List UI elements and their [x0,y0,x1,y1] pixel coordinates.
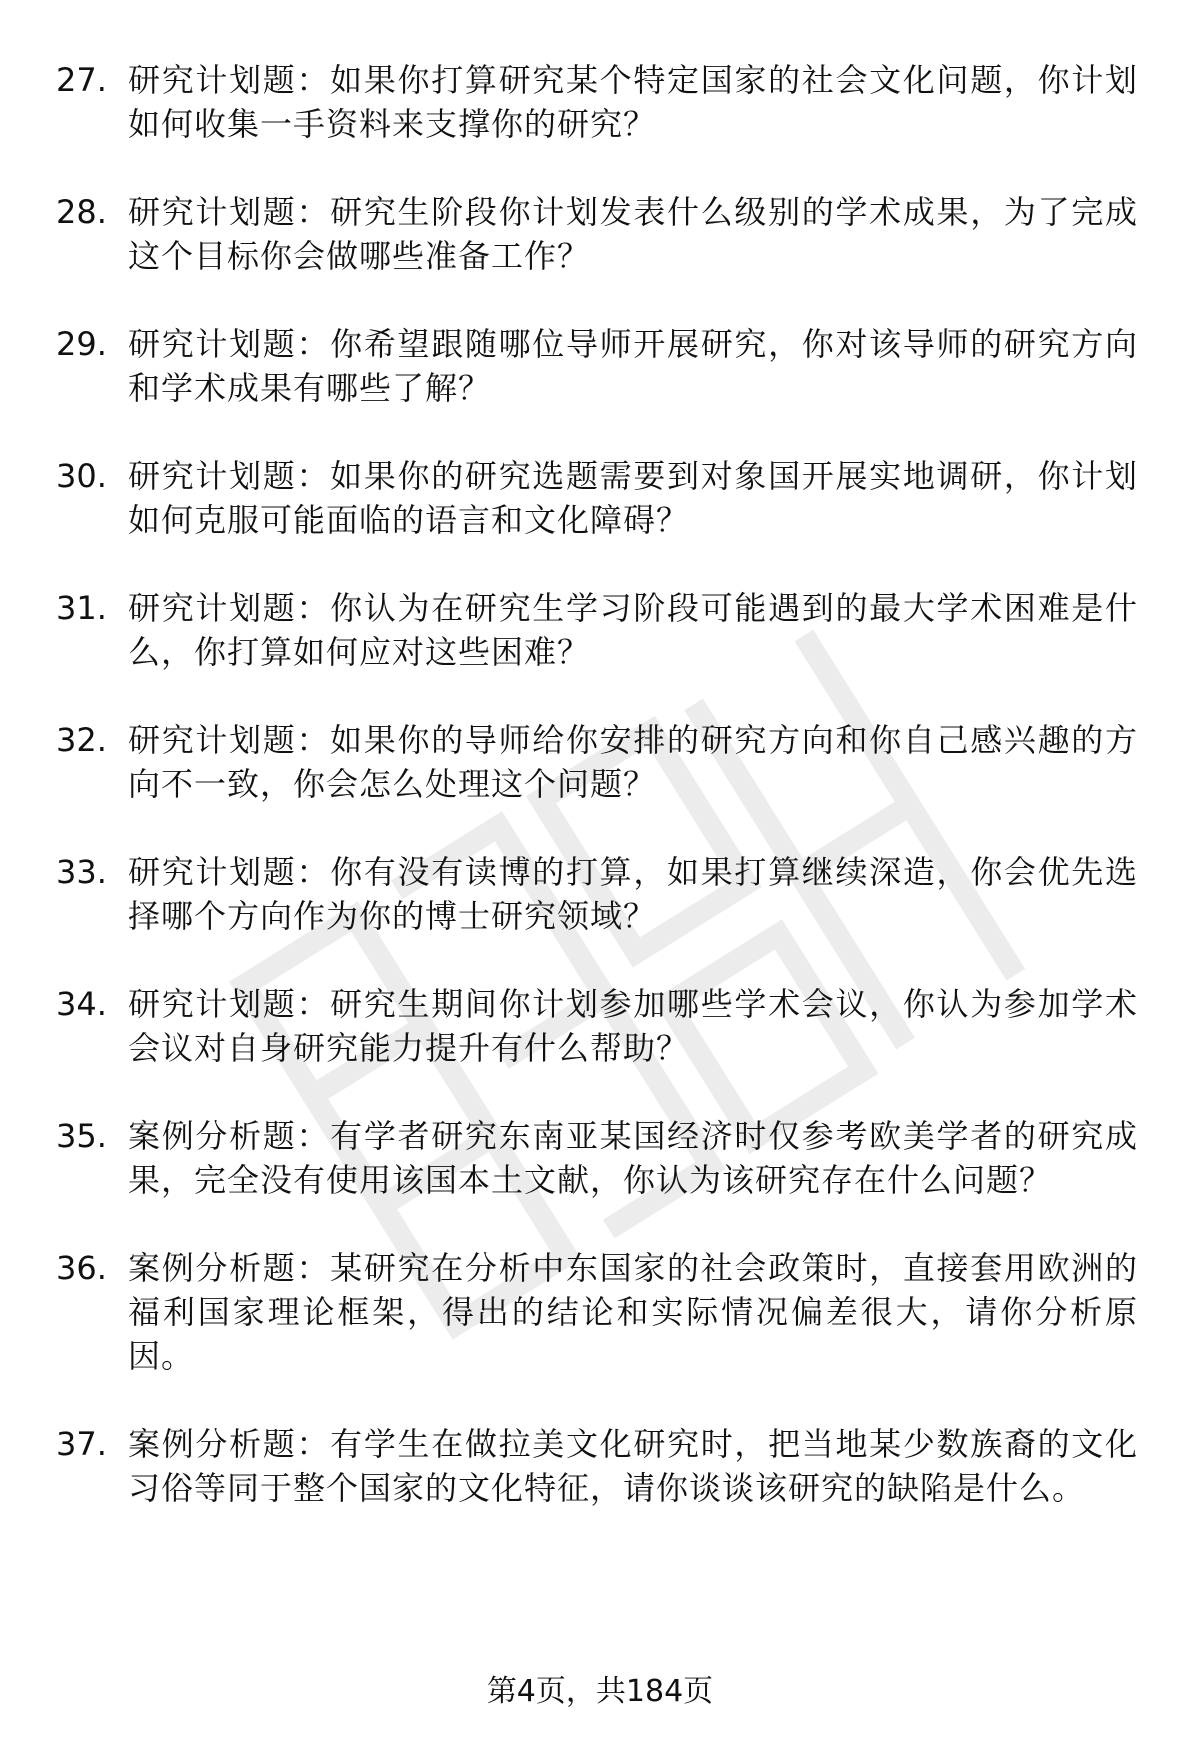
question-text: 案例分析题：有学者研究东南亚某国经济时仅参考欧美学者的研究成果，完全没有使用该国本土文献，你认为该研究存在什么问题？ [128,1117,1138,1199]
page-footer: 第4页，共184页 [486,1674,714,1709]
list-item [0,982,1200,1070]
question-text: 研究计划题：你希望跟随哪位导师开展研究，你对该导师的研究方向和学术成果有哪些了解？ [128,325,1138,407]
list-item [0,190,1200,278]
question-number: 36. [56,1249,107,1287]
list-item [0,454,1200,542]
question-number: 35. [56,1117,107,1155]
list-item [0,718,1200,806]
question-number: 37. [56,1425,107,1463]
question-text: 案例分析题：有学生在做拉美文化研究时，把当地某少数族裔的文化习俗等同于整个国家的文化特征，请你谈谈该研究的缺陷是什么。 [128,1425,1138,1507]
question-number: 34. [56,985,107,1023]
question-text: 研究计划题：如果你打算研究某个特定国家的社会文化问题，你计划如何收集一手资料来支撑你的研究？ [128,61,1138,143]
list-item [0,1114,1200,1202]
question-number: 30. [56,457,107,495]
question-number: 28. [56,193,107,231]
question-text: 研究计划题：你有没有读博的打算，如果打算继续深造，你会优先选择哪个方向作为你的博士研究领域？ [128,853,1138,935]
list-item [0,322,1200,410]
question-number: 31. [56,589,107,627]
question-list [0,58,1200,1510]
question-text: 案例分析题：某研究在分析中东国家的社会政策时，直接套用欧洲的福利国家理论框架，得出的结论和实际情况偏差很大，请你分析原因。 [128,1249,1138,1375]
question-number: 27. [56,61,107,99]
question-text: 研究计划题：如果你的导师给你安排的研究方向和你自己感兴趣的方向不一致，你会怎么处理这个问题？ [128,721,1138,803]
list-item [0,1422,1200,1510]
list-item [0,586,1200,674]
question-text: 研究计划题：研究生期间你计划参加哪些学术会议，你认为参加学术会议对自身研究能力提升有什么帮助？ [128,985,1138,1067]
list-item [0,1246,1200,1378]
list-item [0,850,1200,938]
question-text: 研究计划题：如果你的研究选题需要到对象国开展实地调研，你计划如何克服可能面临的语言和文化障碍？ [128,457,1138,539]
question-text: 研究计划题：研究生阶段你计划发表什么级别的学术成果，为了完成这个目标你会做哪些准备工作？ [128,193,1138,275]
question-number: 29. [56,325,107,363]
question-text: 研究计划题：你认为在研究生学习阶段可能遇到的最大学术困难是什么，你打算如何应对这些困难？ [128,589,1138,671]
question-number: 33. [56,853,107,891]
list-item [0,58,1200,146]
question-number: 32. [56,721,107,759]
